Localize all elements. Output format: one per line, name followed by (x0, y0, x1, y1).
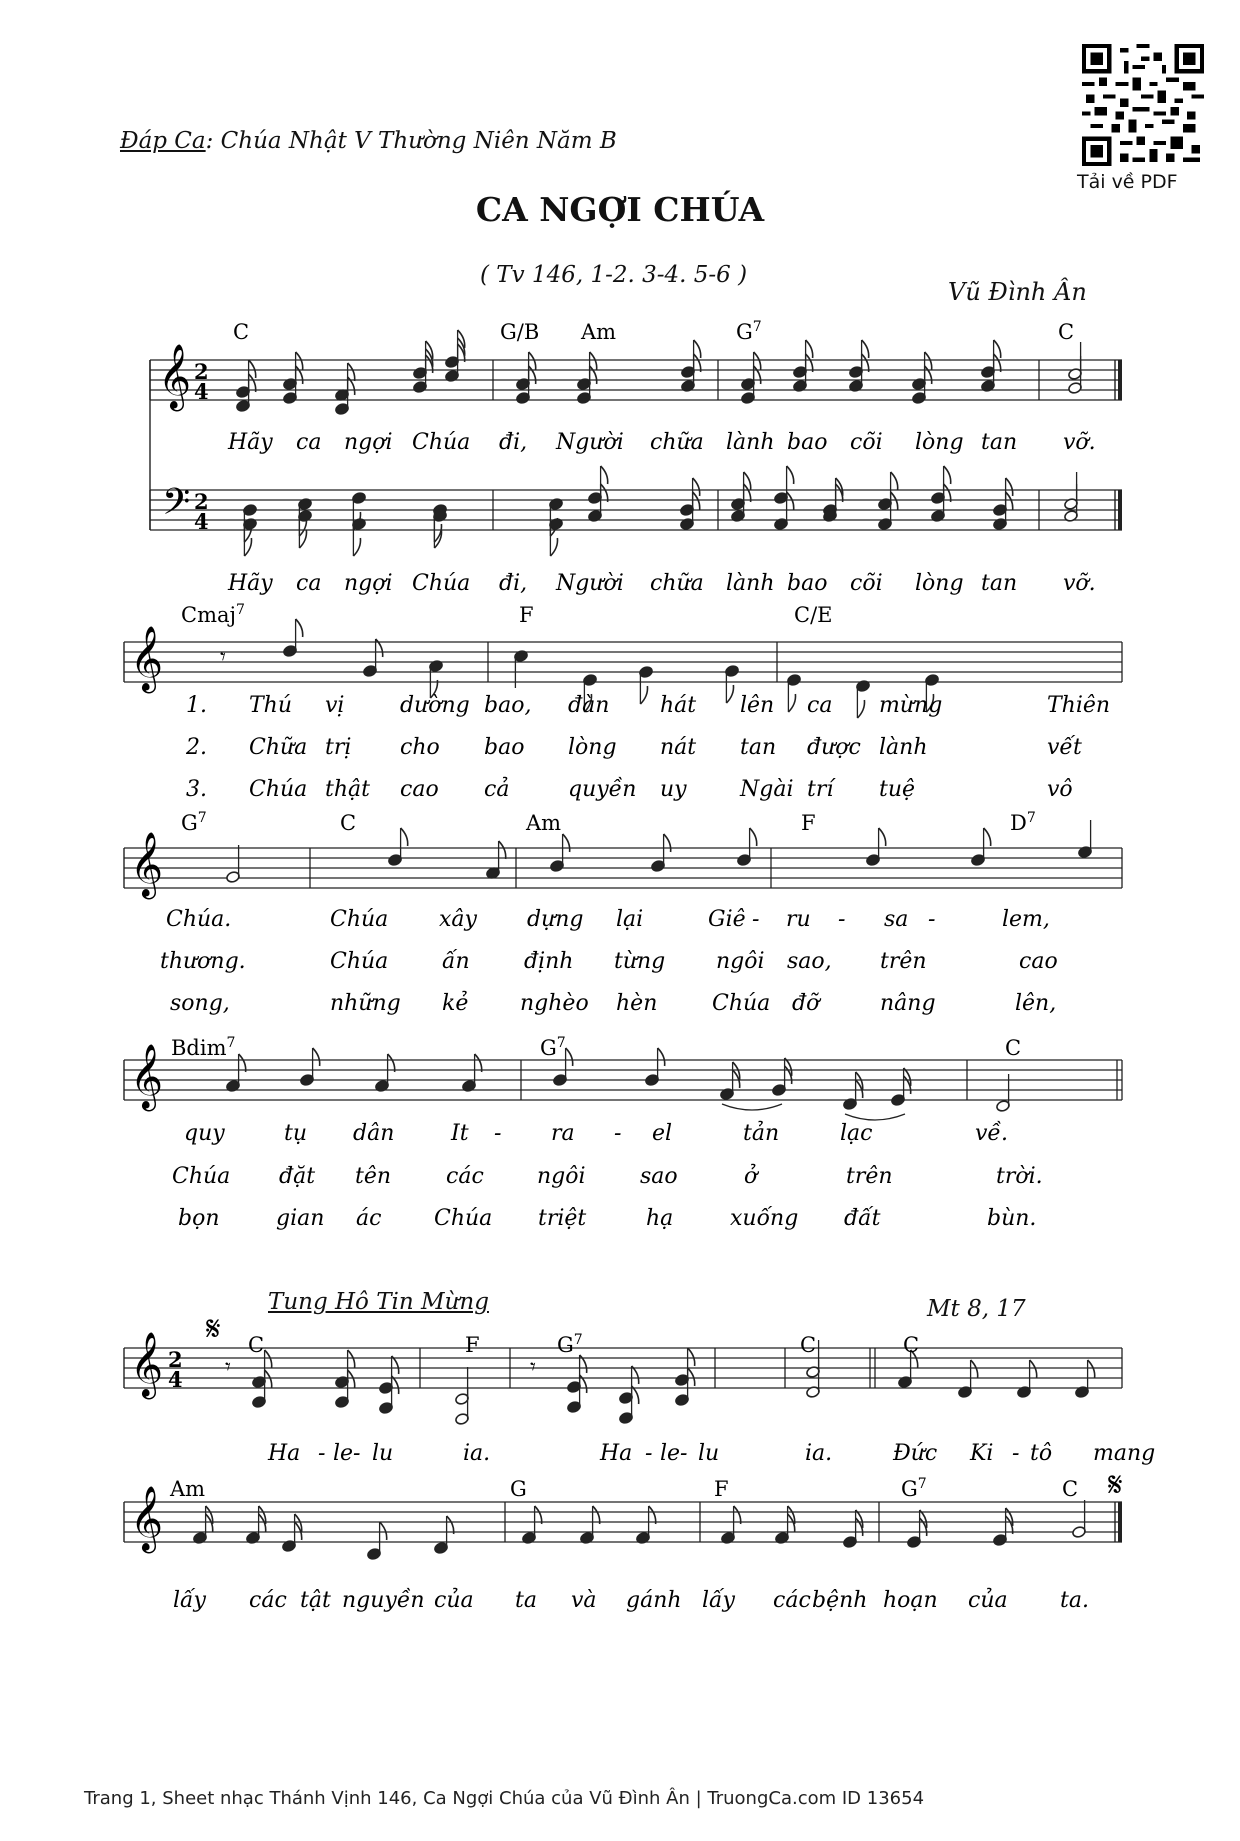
lyric-syllable: Đức (893, 1441, 938, 1466)
lyric-syllable: lành (726, 571, 775, 596)
note-flag (1006, 492, 1013, 510)
chord-symbol: Bdim$^7$ (171, 1035, 236, 1060)
note-flag (658, 1048, 665, 1066)
note-flag (296, 619, 303, 637)
lyric-syllable: đặt (279, 1164, 316, 1189)
note-flag (788, 694, 795, 712)
lyric-syllable: Hãy (228, 430, 273, 455)
lyric-syllable: Chúa (412, 430, 471, 455)
note-flag (726, 685, 733, 703)
lyric-syllable: song, (170, 991, 230, 1016)
note-flag (265, 1350, 272, 1368)
note-flag (688, 1368, 695, 1386)
note-flag (593, 1506, 600, 1524)
chord-symbol: C (1005, 1036, 1022, 1060)
note-flag (750, 828, 757, 846)
lyric-syllable: Chúa (249, 777, 308, 802)
lyric-syllable: bao (484, 735, 525, 760)
lyric-syllable: trên (846, 1164, 893, 1189)
note-flag (984, 828, 991, 846)
segno-icon: 𝄋 (1108, 1465, 1123, 1505)
lyric-syllable: trí (807, 777, 834, 802)
lyric-syllable: It (451, 1121, 469, 1146)
lyric-syllable: vị (325, 693, 345, 718)
lyric-syllable: định (524, 949, 574, 974)
lyric-syllable: ca (296, 571, 322, 596)
time-signature-bottom: 4 (168, 1367, 183, 1392)
lyric-syllable: kẻ (442, 991, 469, 1016)
lyric-syllable: ngợi (344, 430, 393, 455)
treble-clef-icon: 𝄞 (130, 832, 164, 897)
note-flag (1030, 1360, 1037, 1378)
note-flag (787, 492, 794, 510)
treble-clef-icon: 𝄞 (130, 1486, 164, 1551)
lyric-syllable: hoạn (883, 1588, 938, 1613)
note-flag (535, 1506, 542, 1524)
lyric-syllable: bùn. (987, 1206, 1037, 1231)
note-flag (1088, 1360, 1095, 1378)
lyric-syllable: Hãy (228, 571, 273, 596)
lyric-syllable: dân (353, 1121, 395, 1146)
bass-clef-icon: 𝄢 (162, 481, 191, 532)
chord-symbol: Am (170, 1477, 206, 1501)
lyric-syllable: ia. (805, 1441, 833, 1466)
rest-icon: 𝄾 (225, 1355, 231, 1380)
page-footer: Trang 1, Sheet nhạc Thánh Vịnh 146, Ca Ngợi Chúa của Vũ Đình Ân | TruongCa.com ID 13654 (84, 1788, 925, 1809)
note-flag (475, 1054, 482, 1072)
chord-symbol: F (801, 811, 816, 835)
lyric-syllable: Thú (249, 693, 293, 718)
lyric-syllable: ngôi (537, 1164, 586, 1189)
lyric-syllable: và (571, 1588, 597, 1613)
lyric-syllable: dường (400, 693, 470, 718)
lyric-syllable: Giê (708, 907, 746, 932)
composer-name: Vũ Đình Ân (948, 278, 1087, 306)
lyric-syllable: tan (981, 571, 1018, 596)
lyric-syllable: được (807, 735, 861, 760)
lyric-syllable: Người (556, 571, 624, 596)
lyric-syllable: bọn (178, 1206, 220, 1231)
lyric-syllable: - (752, 907, 760, 932)
chord-symbol: C/E (794, 603, 833, 627)
lyric-syllable: xuống (730, 1206, 799, 1231)
lyric-syllable: tên (355, 1164, 392, 1189)
lyric-syllable: trên (880, 949, 927, 974)
note-flag (447, 1516, 454, 1534)
lyric-syllable: thật (325, 777, 370, 802)
note-flag (925, 366, 932, 384)
note-flag (806, 354, 813, 372)
chord-symbol: $G^7$ (736, 319, 762, 344)
lyric-syllable: ấn (442, 949, 470, 974)
lyric-syllable: quyền (568, 777, 637, 802)
lyric-syllable: nát (660, 735, 697, 760)
chord-symbol: C (340, 811, 357, 835)
lyric-syllable: hát (660, 693, 697, 718)
lyric-syllable: những (330, 991, 401, 1016)
lyric-syllable: - (645, 1441, 653, 1466)
lyric-syllable: ca (807, 693, 833, 718)
note-flag (401, 828, 408, 846)
time-signature-top: 2 (194, 359, 209, 384)
lyric-syllable: về. (975, 1121, 1008, 1146)
chord-symbol: Am (526, 811, 562, 835)
subtitle-prefix: Đáp Ca (120, 128, 206, 154)
lyric-syllable: el (652, 1121, 673, 1146)
lyric-syllable: - (353, 1441, 361, 1466)
note-flag (744, 484, 751, 502)
lyric-syllable: bao, (484, 693, 532, 718)
rest-icon: 𝄾 (530, 1355, 536, 1380)
time-signature-bottom: 4 (194, 509, 209, 534)
subtitle-rest: : Chúa Nhật V Thường Niên Năm B (205, 128, 617, 154)
lyric-syllable: ta (515, 1588, 537, 1613)
lyric-syllable: Ngài (740, 777, 794, 802)
lyric-syllable: đàn (568, 693, 610, 718)
lyric-syllable: lành (726, 430, 775, 455)
lyric-syllable: đi, (499, 430, 528, 455)
lyric-syllable: tan (981, 430, 1018, 455)
note-flag (353, 538, 360, 556)
note-flag (944, 466, 951, 484)
note-flag (601, 466, 608, 484)
lyric-syllable: hèn (616, 991, 658, 1016)
lyric-syllable: cõi (850, 571, 883, 596)
note-flag (392, 1376, 399, 1394)
chord-symbol: $G^7$ (557, 1332, 583, 1357)
lyric-syllable: đất (844, 1206, 881, 1231)
note-flag (348, 1370, 355, 1388)
lyric-syllable: lấy (702, 1588, 735, 1613)
lyric-syllable: các (249, 1588, 287, 1613)
lyric-syllable: ia. (463, 1441, 491, 1466)
lyric-syllable: tuệ (879, 777, 916, 802)
note-flag (632, 1366, 639, 1384)
lyric-syllable: đỡ (792, 991, 820, 1016)
chord-symbol: $G^7$ (540, 1035, 566, 1060)
note-flag (640, 686, 647, 704)
lyric-syllable: triệt (538, 1206, 587, 1231)
chord-symbol: Am (581, 320, 617, 344)
lyric-syllable: tụ (284, 1121, 308, 1146)
lyric-syllable: cao (1019, 949, 1058, 974)
segno-icon: 𝄋 (206, 1309, 221, 1349)
lyric-syllable: thương. (160, 949, 246, 974)
note-flag (664, 834, 671, 852)
lyric-syllable: chữa (650, 571, 704, 596)
slur (722, 1104, 782, 1110)
lyric-syllable: tản (743, 1121, 780, 1146)
lyric-syllable: trời. (996, 1164, 1043, 1189)
lyric-syllable: cho (400, 735, 440, 760)
time-signature-bottom: 4 (194, 379, 209, 404)
lyric-syllable: cao (400, 777, 439, 802)
lyric-syllable: hạ (646, 1206, 674, 1231)
acclamation-reference: Mt 8, 17 (927, 1296, 1026, 1322)
lyric-syllable: của (434, 1588, 474, 1613)
note-flag (550, 538, 557, 556)
lyric-syllable: sao, (787, 949, 832, 974)
note-flag (688, 1348, 695, 1366)
chord-symbol: C (233, 320, 250, 344)
lyric-syllable: vô (1047, 777, 1073, 802)
lyric-syllable: sao (640, 1164, 678, 1189)
chord-symbol: C (903, 1333, 920, 1357)
final-barline-thick (1118, 1502, 1122, 1542)
lyric-syllable: 2. (186, 735, 207, 760)
lyric-syllable: chữa (650, 430, 704, 455)
note-flag (857, 700, 864, 718)
lyric-syllable: lem, (1002, 907, 1050, 932)
lyric-syllable: Chúa. (166, 907, 232, 932)
lyric-syllable: lên (740, 693, 775, 718)
chord-symbol: C (248, 1333, 265, 1357)
lyric-syllable: tan (740, 735, 777, 760)
slur (845, 1114, 905, 1120)
rest-icon: 𝄾 (220, 645, 226, 670)
note-flag (891, 492, 898, 510)
lyric-syllable: lòng (915, 430, 964, 455)
psalm-reference: ( Tv 146, 1-2. 3-4. 5-6 ) (480, 262, 748, 288)
lyric-syllable: cả (484, 777, 510, 802)
chord-symbol: C (1062, 1477, 1079, 1501)
chord-symbol: Cmaj$^7$ (181, 602, 245, 627)
treble-clef-icon: 𝄞 (130, 1332, 164, 1397)
note-flag (693, 492, 700, 510)
lyric-syllable: Ha (268, 1441, 301, 1466)
lyric-syllable: các (773, 1588, 811, 1613)
lyric-syllable: Chúa (434, 1206, 493, 1231)
lyric-syllable: bệnh (812, 1588, 868, 1613)
note-flag (529, 366, 536, 384)
chord-symbol: F (465, 1333, 480, 1357)
lyric-syllable: tô (1030, 1441, 1053, 1466)
lyric-syllable: 3. (186, 777, 207, 802)
lyric-syllable: nâng (880, 991, 936, 1016)
download-pdf-label[interactable]: Tải về PDF (1077, 171, 1178, 193)
chord-symbol: G/B (500, 320, 540, 344)
note-flag (296, 366, 303, 384)
lyric-syllable: nguyền (342, 1588, 425, 1613)
acclamation-title: Tung Hô Tin Mừng (268, 1289, 489, 1315)
lyric-syllable: vỡ. (1063, 571, 1096, 596)
lyric-syllable: gian (276, 1206, 325, 1231)
chord-symbol: C (1058, 320, 1075, 344)
lyric-syllable: Người (556, 430, 624, 455)
note-flag (348, 1350, 355, 1368)
lyric-syllable: le (333, 1441, 354, 1466)
lyric-syllable: vết (1047, 735, 1082, 760)
note-flag (971, 1360, 978, 1378)
lyric-syllable: ác (356, 1206, 382, 1231)
note-flag (563, 834, 570, 852)
note-flag (566, 1048, 573, 1066)
lyric-syllable: lại (616, 907, 644, 932)
lyric-syllable: ở (744, 1164, 758, 1189)
lyric-syllable: - (838, 907, 846, 932)
lyric-syllable: đi, (499, 571, 528, 596)
lyric-syllable: - (928, 907, 936, 932)
lyric-syllable: lòng (915, 571, 964, 596)
lyric-syllable: Thiên (1047, 693, 1111, 718)
lyric-syllable: gánh (626, 1588, 682, 1613)
lyric-syllable: từng (614, 949, 666, 974)
note-flag (754, 366, 761, 384)
lyric-syllable: xây (439, 907, 477, 932)
lyric-syllable: ra (551, 1121, 575, 1146)
lyric-syllable: bao (787, 571, 828, 596)
note-flag (265, 1370, 272, 1388)
note-flag (499, 841, 506, 859)
lyric-syllable: lu (372, 1441, 394, 1466)
chord-symbol: $D^7$ (1010, 810, 1036, 835)
time-signature-top: 2 (168, 1347, 183, 1372)
note-flag (891, 472, 898, 490)
lyric-syllable: Ki (970, 1441, 994, 1466)
lyric-syllable: mang (1093, 1441, 1156, 1466)
note-flag (590, 366, 597, 384)
lyric-syllable: bao (787, 430, 828, 455)
lyric-syllable: ca (296, 430, 322, 455)
note-flag (239, 1054, 246, 1072)
final-barline-thick (1118, 360, 1122, 400)
lyric-syllable: - (1012, 1441, 1020, 1466)
chord-symbol: G (510, 1477, 527, 1501)
lyric-syllable: Chúa (172, 1164, 231, 1189)
lyric-syllable: tật (300, 1588, 331, 1613)
chord-symbol: F (714, 1477, 729, 1501)
note-flag (249, 374, 256, 392)
note-flag (313, 1048, 320, 1066)
lyric-syllable: Chúa (412, 571, 471, 596)
lyric-syllable: Ha (600, 1441, 633, 1466)
lyric-syllable: mừng (879, 693, 943, 718)
lyric-syllable: các (446, 1164, 484, 1189)
lyric-syllable: - (318, 1441, 326, 1466)
final-barline-thick (1118, 490, 1122, 530)
chord-symbol: $G^7$ (901, 1476, 927, 1501)
chord-symbol: F (519, 603, 534, 627)
lyric-syllable: ru (786, 907, 811, 932)
page-title: CA NGỢI CHÚA (475, 190, 765, 229)
lyric-syllable: lên, (1015, 991, 1057, 1016)
note-flag (388, 1054, 395, 1072)
lyric-syllable: ngợi (344, 571, 393, 596)
lyric-syllable: lu (698, 1441, 720, 1466)
lyric-syllable: - (680, 1441, 688, 1466)
lyric-syllable: le (660, 1441, 681, 1466)
note-flag (944, 484, 951, 502)
note-flag (649, 1506, 656, 1524)
lyric-syllable: quy (184, 1121, 225, 1146)
chord-symbol: $G^7$ (181, 810, 207, 835)
note-flag (694, 354, 701, 372)
note-flag (994, 354, 1001, 372)
lyric-syllable: lòng (568, 735, 617, 760)
lyric-syllable: ta. (1060, 1588, 1089, 1613)
lyric-syllable: uy (660, 777, 687, 802)
lyric-syllable: ngôi (716, 949, 765, 974)
lyric-syllable: Chữa (249, 735, 308, 760)
lyric-syllable: nghèo (520, 991, 589, 1016)
note-flag (787, 466, 794, 484)
treble-clef-icon: 𝄞 (130, 626, 164, 691)
lyric-syllable: lấy (173, 1588, 206, 1613)
chord-symbol: C (800, 1333, 817, 1357)
note-flag (380, 1522, 387, 1540)
note-flag (862, 354, 869, 372)
lyric-syllable: 1. (186, 693, 207, 718)
treble-clef-icon: 𝄞 (130, 1044, 164, 1109)
note-flag (879, 828, 886, 846)
note-flag (601, 484, 608, 502)
note-flag (734, 1506, 741, 1524)
lyric-syllable: sa (884, 907, 909, 932)
lyric-syllable: - (614, 1121, 622, 1146)
lyric-syllable: dựng (527, 907, 584, 932)
lyric-syllable: - (494, 1121, 502, 1146)
time-signature-top: 2 (194, 489, 209, 514)
lyric-syllable: cõi (850, 430, 883, 455)
lyric-syllable: lành (879, 735, 928, 760)
lyric-syllable: lạc (840, 1121, 873, 1146)
lyric-syllable: Chúa (330, 907, 389, 932)
treble-clef-icon: 𝄞 (158, 344, 192, 409)
lyric-syllable: Chúa (712, 991, 771, 1016)
lyric-syllable: của (968, 1588, 1008, 1613)
lyric-syllable: vỡ. (1063, 430, 1096, 455)
note-flag (632, 1386, 639, 1404)
lyric-syllable: trị (325, 735, 352, 760)
note-flag (392, 1356, 399, 1374)
lyric-syllable: Chúa (330, 949, 389, 974)
